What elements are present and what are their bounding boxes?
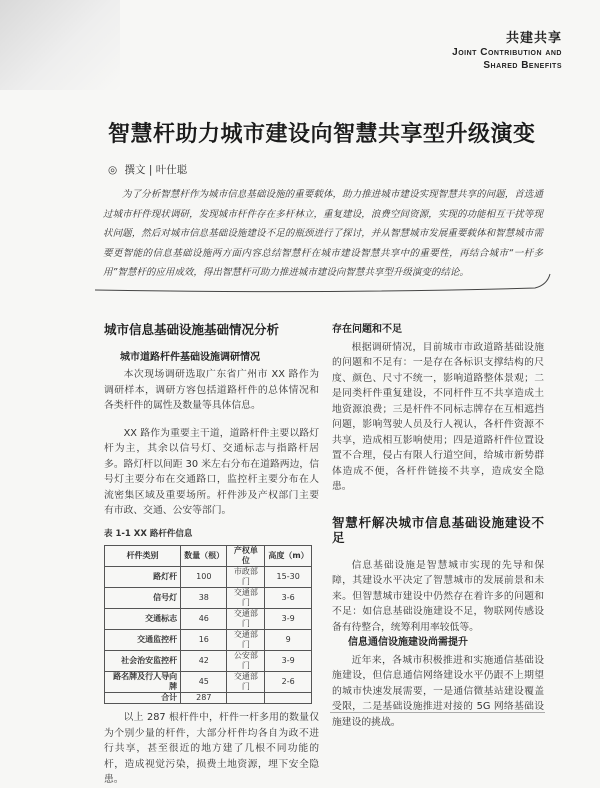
table-cell: 3-9 bbox=[265, 651, 312, 672]
table-cell: 路灯杆 bbox=[105, 567, 181, 588]
table-cell: 15-30 bbox=[265, 567, 312, 588]
section-title-cn: 共建共享 bbox=[505, 31, 562, 46]
table-cell: 45 bbox=[181, 672, 227, 693]
table-cell bbox=[227, 693, 265, 704]
table-header-cell: 杆件类别 bbox=[105, 546, 181, 567]
table-row bbox=[105, 672, 312, 693]
section-title-en-line2: Shared Benefits bbox=[483, 60, 562, 71]
bullet-icon: ◎ bbox=[108, 164, 118, 176]
table-cell: 42 bbox=[181, 651, 227, 672]
abstract: 为了分析智慧杆作为城市信息基础设施的重要载体，助力推进城市建设实现智慧共享的问题，首选通过城市杆件现状调研，发现城市杆件存在多杆林立，重复建设，浪费空间资源，实现的功能相互干扰等现状问题，然后对城市信息基础设施建设不足的瓶颈进行了探讨，并从智慧城市发展重要载体和智慧城市需要更智能的信息基础设施两方面内容总结智慧杆在城市建设智慧共享中的重要性，再结合城市“一杆多用”智慧杆的应用成效，得出智慧杆可助力推进城市建设向智慧共享型升级演变的结论。 bbox=[103, 189, 543, 278]
left-paragraph-1: 本次现场调研选取广东省广州市 XX 路作为调研样本，调研方容包括道路杆件的总体情况和各类杆件的属性及数量等具体信息。 bbox=[104, 369, 319, 411]
table-cell: 合计 bbox=[105, 693, 181, 704]
table-header-row bbox=[105, 546, 312, 567]
table-cell: 交通部门 bbox=[227, 609, 265, 630]
table-cell: 市政部门 bbox=[227, 567, 265, 588]
table-cell: 287 bbox=[181, 693, 227, 704]
table-cell: 交通标志 bbox=[105, 609, 181, 630]
table-header-cell: 数量（根） bbox=[181, 546, 227, 567]
right-paragraph-3: 近年来，各城市积极推进和实施通信基础设施建设，但信息通信网络建设水平仍跟不上期望的城市快速发展需要，一是通信微基站建设覆盖受限，二是基础设施推进对接的 5G 网络基础设施建设的挑战。 bbox=[332, 654, 544, 728]
left-subheading: 城市道路杆件基础设施调研情况 bbox=[120, 351, 260, 363]
table-row bbox=[105, 651, 312, 672]
table-row bbox=[105, 609, 312, 630]
article-title: 智慧杆助力城市建设向智慧共享型升级演变 bbox=[108, 122, 536, 147]
left-paragraph-3: 以上 287 根杆件中，杆件一杆多用的数量仅为个别少量的杆件，大部分杆件均各自为政不进行共享，甚至很近的地方建了几根不同功能的杆，造成视觉污染，损费土地资源，埋下安全隐患。 bbox=[104, 712, 319, 785]
left-section-heading: 城市信息基础设施基础情况分析 bbox=[104, 322, 280, 337]
byline bbox=[108, 162, 187, 177]
table-cell: 路名牌及行人导向牌 bbox=[105, 672, 181, 693]
abstract-underline-curve bbox=[95, 270, 555, 300]
section-title-en-line1: Joint Contribution and bbox=[452, 47, 562, 58]
table-cell: 46 bbox=[181, 609, 227, 630]
table-cell: 交通部门 bbox=[227, 630, 265, 651]
pole-info-table bbox=[104, 545, 312, 704]
table-cell: 交通部门 bbox=[227, 588, 265, 609]
right-paragraph-1: 根据调研情况，目前城市市政道路基础设施的问题和不足有：一是存在各标识支撑结构的尺度、颜色、尺寸不统一，影响道路整体景观；二是同类杆件重复建设，不同杆件互不共享造成土地资源浪费；三是杆件不同标志牌存在互相遮挡问题，影响驾驶人员及行人视认，各杆件资源不共享，造成相互影响使用；四是道路杆件位置设置不合理，侵占有限人行道空间，给城市新势群体造成不便，各杆件链接不共享，造成安全隐患。 bbox=[332, 341, 544, 492]
table-cell: 社会治安监控杆 bbox=[105, 651, 181, 672]
table-row bbox=[105, 693, 312, 704]
table-caption: 表 1-1 XX 路杆件信息 bbox=[104, 528, 193, 539]
table-cell: 交通监控杆 bbox=[105, 630, 181, 651]
table-cell: 38 bbox=[181, 588, 227, 609]
table-cell: 16 bbox=[181, 630, 227, 651]
table-cell: 100 bbox=[181, 567, 227, 588]
table-header-cell: 产权单位 bbox=[227, 546, 265, 567]
table-cell: 交通部门 bbox=[227, 672, 265, 693]
author-name: 叶仕聪 bbox=[155, 164, 188, 176]
table-cell: 2-6 bbox=[265, 672, 312, 693]
right-section-heading: 智慧杆解决城市信息基础设施建设不足 bbox=[332, 514, 544, 545]
page-footer-rule bbox=[330, 712, 545, 713]
right-paragraph-2: 信息基础设施是智慧城市实现的先导和保障，其建设水平决定了智慧城市的发展前景和未来。但智慧城市建设中仍然存在着许多的问题和不足：如信息基础设施建设不足，物联网传感设备有待整合，统筹利用率较低等。 bbox=[332, 559, 544, 633]
table-cell: 3-9 bbox=[265, 609, 312, 630]
byline-prefix: 撰文 bbox=[124, 164, 146, 176]
table-row bbox=[105, 588, 312, 609]
table-cell: 公安部门 bbox=[227, 651, 265, 672]
table-cell: 9 bbox=[265, 630, 312, 651]
table-row bbox=[105, 630, 312, 651]
right-subheading-problems: 存在问题和不足 bbox=[332, 324, 402, 335]
byline-separator: | bbox=[148, 164, 156, 176]
left-column bbox=[104, 322, 319, 788]
section-header bbox=[452, 27, 562, 72]
table-cell: 3-6 bbox=[265, 588, 312, 609]
right-column bbox=[332, 322, 544, 730]
table-cell: 信号灯 bbox=[105, 588, 181, 609]
left-paragraph-2: XX 路作为重要主干道，道路杆件主要以路灯杆为主，其余以信号灯、交通标志与指路杆居多。路灯杆以间距 30 米左右分布在道路两边，信号灯主要分布在交通路口，监控杆主要分布在人流密集区域及重要场所。杆件涉及产权部门主要有市政、交通、公安等部门。 bbox=[104, 427, 319, 516]
corner-decoration bbox=[0, 0, 120, 90]
table-header-cell: 高度（m） bbox=[265, 546, 312, 567]
table-cell bbox=[265, 693, 312, 704]
table-row bbox=[105, 567, 312, 588]
right-subheading-telecom: 信息通信设施建设尚需提升 bbox=[348, 637, 468, 648]
